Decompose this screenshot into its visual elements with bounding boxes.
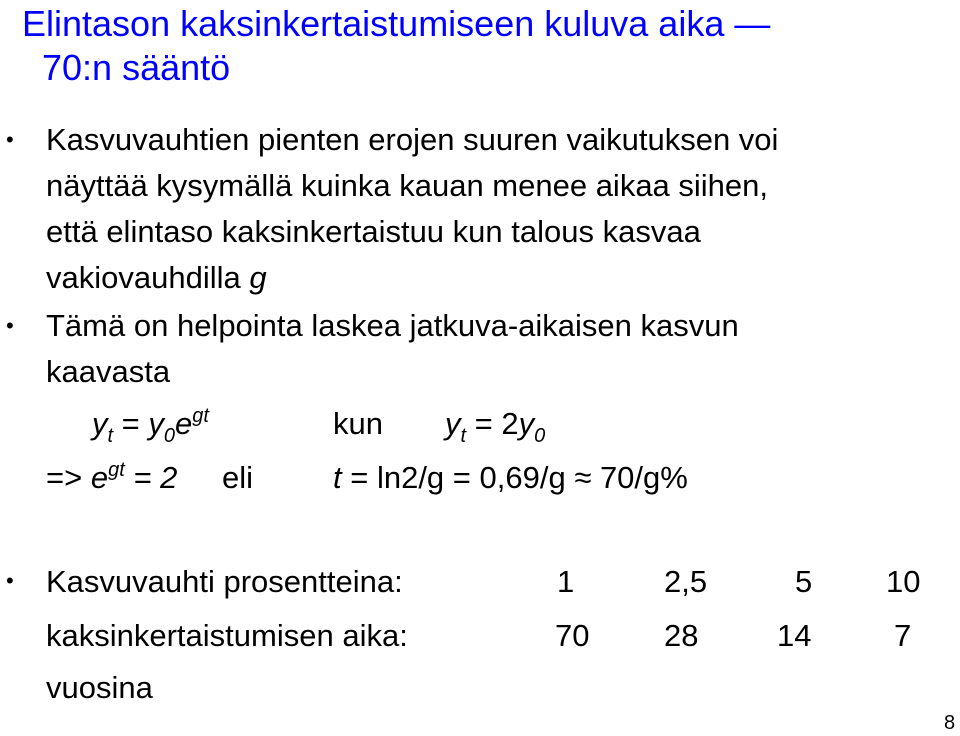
bullet-1-line: näyttää kysymällä kuinka kauan menee aikaa siihen, [46, 168, 769, 203]
formula-sub-t: t [460, 425, 467, 447]
bullet-1-text [46, 117, 778, 301]
formula-y: y [92, 406, 108, 441]
formula-t: t [333, 460, 342, 495]
row-label-doubling: kaksinkertaistumisen aika: [46, 618, 408, 653]
doubling-time-cell: 70 [555, 618, 590, 653]
bullet-1-last-line [46, 255, 778, 301]
formula-rhs: = ln2/g = 0,69/g [341, 460, 575, 495]
growth-rate-cell: 10 [886, 564, 921, 599]
formula-sub-0: 0 [163, 425, 176, 447]
formula-equals: = [466, 406, 502, 441]
formula-equals-two: = 2 [124, 460, 178, 495]
approx-icon: ≈ [574, 460, 592, 495]
formula-y: y [148, 406, 164, 441]
page-number: 8 [944, 712, 956, 734]
slide-title [22, 2, 770, 90]
row-label-years: vuosina [46, 670, 153, 705]
bullet-2-line: Tämä on helpointa laskea jatkuva-aikaisen kasvun [46, 308, 739, 343]
growth-rate-cell: 1 [557, 564, 575, 599]
doubling-time-cell: 7 [894, 618, 912, 653]
bullet-2-line: kaavasta [46, 354, 171, 389]
variable-g: g [249, 260, 267, 295]
formula-implies [46, 458, 177, 498]
formula-result: 70/g% [591, 460, 688, 495]
formula-sub-0: 0 [534, 425, 546, 447]
formula-sup-gt: gt [108, 459, 125, 481]
bullet-dot-icon: • [6, 568, 14, 593]
formula-two: 2 [501, 406, 519, 441]
growth-rate-cell: 5 [795, 564, 813, 599]
title-line-1: Elintason kaksinkertaistumiseen kuluva aika — [22, 3, 771, 44]
title-line-2: 70:n sääntö [42, 47, 231, 88]
doubling-time-cell: 14 [777, 618, 812, 653]
formula-eli [222, 458, 253, 498]
formula-kun [333, 404, 383, 444]
formula-y: y [445, 406, 461, 441]
doubling-time-cell: 28 [664, 618, 699, 653]
formula-y: y [518, 406, 535, 441]
formula-implies-arrow: => [46, 460, 91, 495]
formula-eli-word: eli [222, 460, 254, 495]
formula-solution [333, 458, 688, 498]
bullet-1-prefix: vakiovauhdilla [46, 260, 250, 295]
formula-e: e [90, 460, 109, 495]
formula-equals: = [113, 406, 149, 441]
bullet-dot-icon: • [6, 313, 14, 338]
formula-double [445, 404, 546, 447]
formula-sub-t: t [107, 425, 114, 447]
formula-sup-gt: gt [192, 405, 209, 427]
formula-e: e [175, 406, 193, 441]
formula-kun-word: kun [333, 406, 383, 441]
growth-rate-cell: 2,5 [664, 564, 708, 599]
bullet-2-text [46, 303, 739, 395]
bullet-dot-icon: • [6, 127, 14, 152]
bullet-1-line: että elintaso kaksinkertaistuu kun talous kasvaa [46, 214, 701, 249]
formula-growth [92, 404, 209, 447]
row-label-growth: Kasvuvauhti prosentteina: [46, 564, 403, 599]
bullet-1-line: Kasvuvauhtien pienten erojen suuren vaikutuksen voi [46, 122, 779, 157]
